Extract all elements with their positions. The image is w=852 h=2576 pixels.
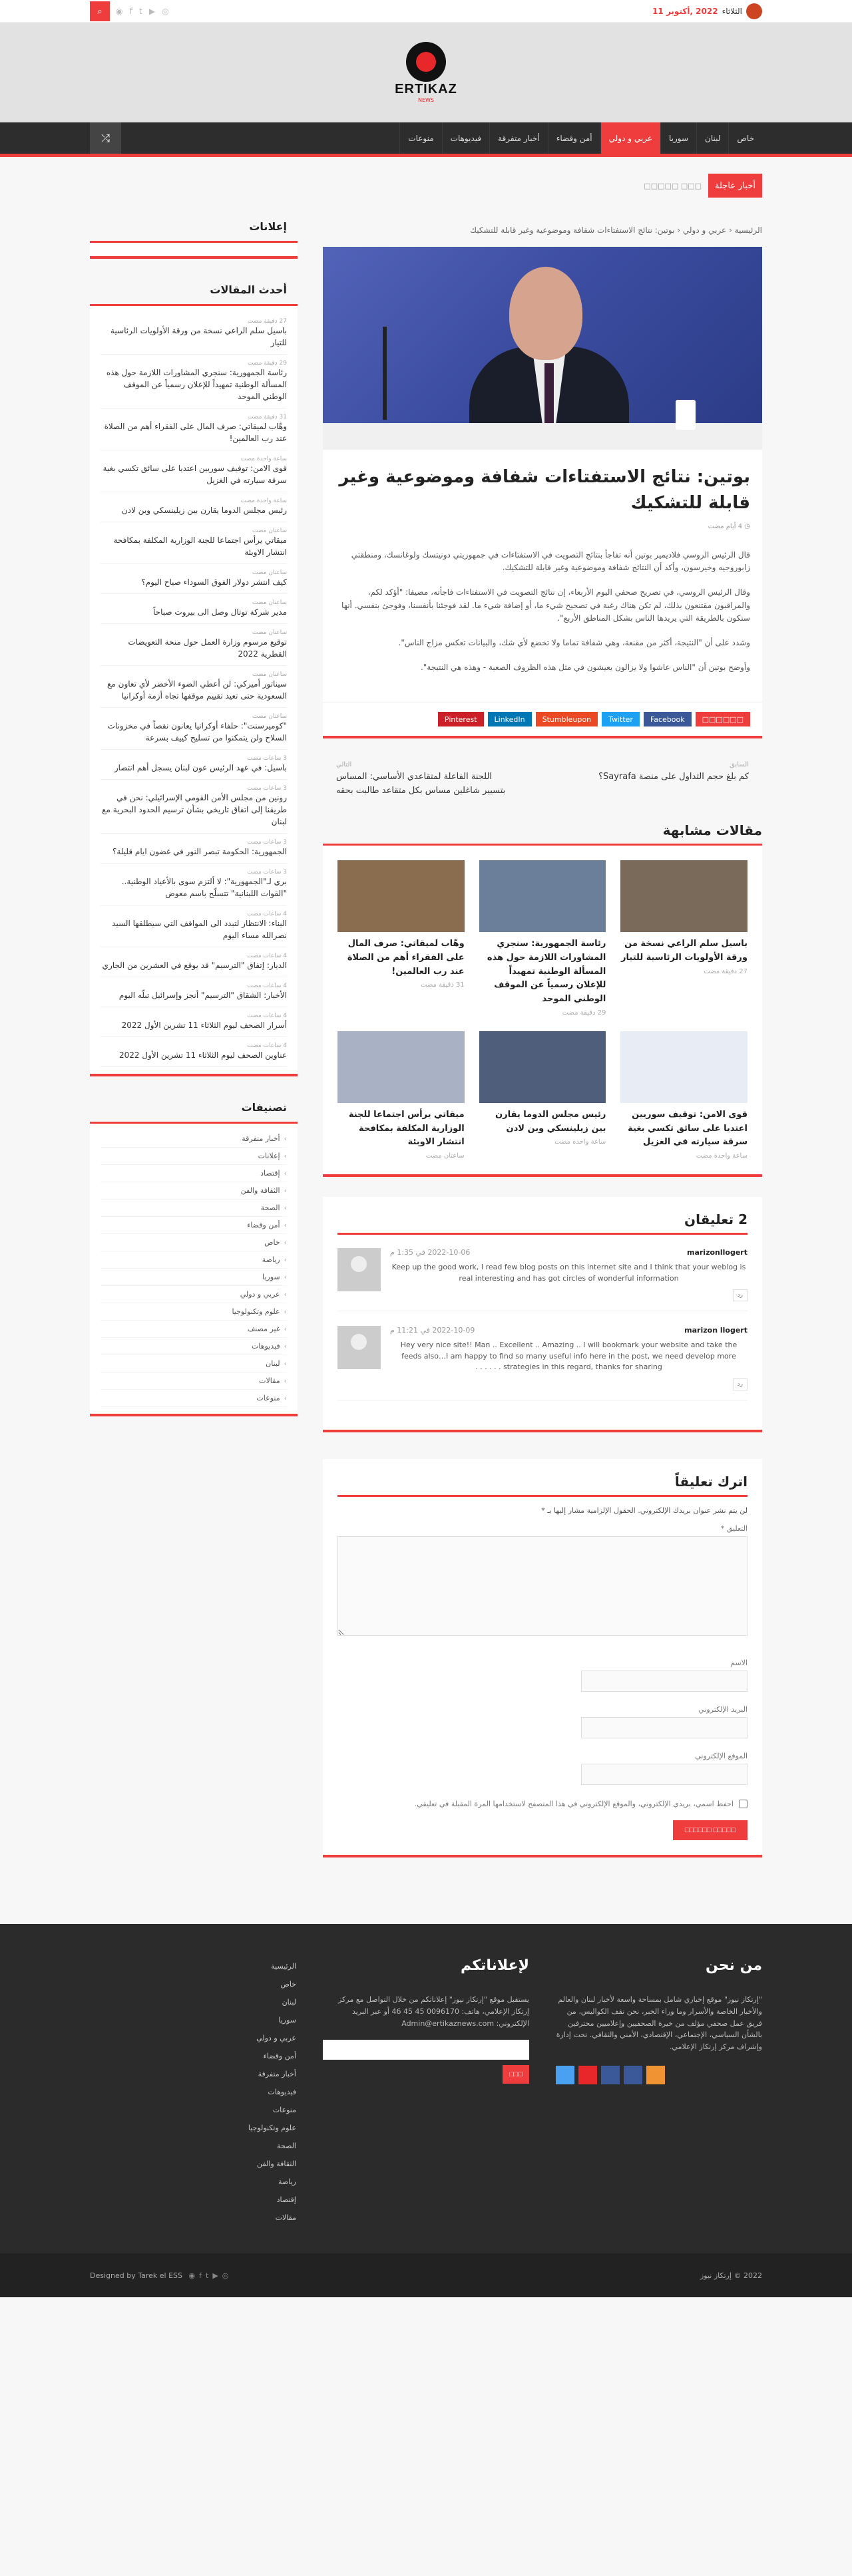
category-link[interactable]: › خاص	[101, 1234, 287, 1251]
newsletter-button[interactable]: □□□	[503, 2065, 529, 2084]
recent-title[interactable]: أسرار الصحف ليوم الثلاثاء 11 تشرين الأول 2022	[121, 1021, 287, 1030]
recent-date: ساعة واحدة مضت	[240, 456, 287, 462]
recent-title[interactable]: الديار: إتفاق "الترسيم" قد يوقع في العشرين من الجاري	[102, 961, 287, 970]
comment-date[interactable]: 2022-10-06 في 1:35 م	[390, 1248, 471, 1257]
related-date: 31 دقيقة مضت	[421, 981, 465, 989]
footer-link[interactable]: عربي و دولي	[256, 2034, 296, 2043]
recent-title[interactable]: الجمهورية: الحكومة تبصر النور في غضون ايام قليلة؟	[112, 847, 287, 856]
recent-post[interactable]	[101, 780, 287, 834]
nav-item[interactable]: لبنان	[696, 122, 728, 154]
footer-link[interactable]: الثقافة والفن	[257, 2160, 296, 2169]
article-image	[323, 247, 762, 450]
breadcrumb-home[interactable]: الرئيسية	[734, 226, 762, 235]
recent-date: ساعتان مضت	[252, 713, 287, 720]
recent-date: ساعتان مضت	[252, 569, 287, 576]
comment-author[interactable]: marizon llogert	[684, 1326, 747, 1335]
category-link[interactable]: › أمن وقضاء	[101, 1217, 287, 1234]
footer-link[interactable]: أمن وقضاء	[263, 2052, 296, 2061]
article-paragraph: وقال الرئيس الروسي، في تصريح صحفي اليوم الأربعاء، إن نتائج التصويت في الاستفتاءات فاجأته، مضيفا: "أؤكد لكم، والمراقبون مقتنعون بذلك، لم تكن هناك رغبة في تصحيح شيء ما، أو إضافة شيء ما. لقد فوجئنا بأنفسنا، وفوجئ بنفسي. أنها ستكون بالطريقة التي يريدها الناس بشكل المناطق الأربع".	[341, 587, 750, 623]
logo-sub: NEWS	[417, 97, 435, 103]
recent-post[interactable]	[101, 1037, 287, 1067]
recent-date: 3 ساعات مضت	[247, 785, 287, 792]
recent-date: 4 ساعات مضت	[247, 1043, 287, 1049]
footer-about	[556, 1957, 762, 2227]
related-title-link[interactable]: ميقاتي يرأس اجتماعا للجنة الوزارية المكلفة بمكافحة انتشار الاوبئة	[348, 1109, 465, 1148]
ticker-thumbnail	[746, 3, 762, 19]
related-thumbnail	[337, 1031, 465, 1103]
category-link[interactable]: › الصحة	[101, 1200, 287, 1217]
recent-post[interactable]	[101, 594, 287, 624]
article	[323, 247, 762, 738]
related-post[interactable]	[620, 1031, 747, 1160]
website-input[interactable]	[581, 1764, 747, 1785]
share-facebook-button[interactable]: Facebook	[644, 712, 692, 726]
nav-item[interactable]: أمن وقضاء	[548, 122, 600, 154]
related-date: 29 دقيقة مضت	[562, 1009, 606, 1017]
recent-post[interactable]	[101, 947, 287, 977]
recent-posts-widget	[90, 275, 298, 1076]
copyright: 2022 © إرتكاز نيوز	[700, 2271, 762, 2280]
footer-about-text: "إرتكاز نيوز" موقع إخباري شامل بمساحة واسعة لأخبار لبنان والعالم والأخبار الخاصة والأسرار وما وراء الخبر، نحن نقف الكواليس، من فريق عمل صحفي مؤلف من خيرة الصحفيين وإعلاميين محترفين بالشأن السياسي، الإجتماعي، الإقتصادي، الأمني والثقافي. تحت إدارة وإشراف مركز إرتكاز الإعلامي.	[556, 1995, 762, 2051]
related-thumbnail	[620, 1031, 747, 1103]
share-bar	[323, 702, 762, 736]
related-thumbnail	[620, 860, 747, 932]
footer-link[interactable]: الرئيسية	[271, 1962, 296, 1971]
recent-post[interactable]	[101, 708, 287, 750]
related-post[interactable]	[479, 1031, 606, 1160]
recent-title[interactable]: كيف انتشر دولار الفوق السوداء صباح اليوم؟	[141, 577, 287, 587]
recent-title[interactable]: بري لـ"الجمهورية": لا ألتزم سوى بالأعياد الوطنية.. "القوات اللبنانية" تتسلّح باسم معوض	[121, 877, 287, 898]
category-link[interactable]: › أخبار متفرقة	[101, 1130, 287, 1148]
article-paragraph: وأوضح بوتين أن "الناس عاشوا ولا يزالون يعيشون في مثل هذه الظروف الصعبة - وهذه هي النتيجة".	[420, 663, 750, 673]
consent-text: احفظ اسمي، بريدي الإلكتروني، والموقع الإلكتروني في هذا المتصفح لاستخدامها المرة المقبلة في تعليقي.	[414, 1799, 734, 1808]
top-bar	[0, 0, 852, 23]
youtube-icon[interactable]	[578, 2066, 597, 2084]
comments-title: 2 تعليقان	[337, 1211, 747, 1235]
rss-icon[interactable]: ◉	[188, 2271, 196, 2280]
category-link[interactable]: › إقتصاد	[101, 1165, 287, 1182]
comment-date[interactable]: 2022-10-09 في 11:21 م	[390, 1326, 475, 1335]
recent-widget-title: أحدث المقالات	[90, 275, 298, 306]
main-nav	[0, 122, 852, 157]
comment-text: Keep up the good work, I read few blog posts on this internet site and I think that your weblog is real interesting and has got circles of wonderful information	[391, 1263, 746, 1283]
related-thumbnail	[337, 860, 465, 932]
recent-title[interactable]: وهّاب لميقاتي: صرف المال على الفقراء أهم من الصلاة عند رب العالمين!	[104, 422, 287, 443]
facebook-icon[interactable]	[601, 2066, 620, 2084]
share-linkedin-button[interactable]: LinkedIn	[488, 712, 532, 726]
recent-post[interactable]	[101, 564, 287, 594]
related-date: ساعة واحدة مضت	[696, 1152, 747, 1160]
article-title: بوتين: نتائج الاستفتاءات شفافة وموضوعية وغير قابلة للتشكيك	[339, 467, 750, 513]
recent-post[interactable]	[101, 492, 287, 522]
recent-post[interactable]	[101, 1007, 287, 1037]
respond-title: اترك تعليقاً	[337, 1474, 747, 1497]
recent-post[interactable]	[101, 624, 287, 666]
related-title-link[interactable]: رئاسة الجمهورية: سنجري المشاورات اللازمة حول هذه المسألة الوطنية تمهيداً للإعلان رسمياً عن الموقف الوطني الموحد	[487, 938, 606, 1005]
rss-icon[interactable]: ◉	[116, 6, 123, 16]
recent-date: 4 ساعات مضت	[247, 911, 287, 917]
share-stumbleupon-button[interactable]: Stumbleupon	[536, 712, 598, 726]
footer-link[interactable]: علوم وتكنولوجيا	[248, 2124, 296, 2133]
comment-text: Hey very nice site!! Man .. Excellent .. Amazing .. I will bookmark your website and take the feeds also…I am happy to find so many useful info here in the post, we need develop more strategies in this regard, thanks for sharing . . . . . .	[400, 1341, 738, 1372]
reply-button[interactable]: رد	[733, 1289, 747, 1301]
related-title: مقالات مشابهة	[323, 822, 762, 846]
footer-link[interactable]: مقالات	[275, 2213, 296, 2223]
recent-title[interactable]: مدير شركة توتال وصل الى بيروت صباحاً	[153, 607, 287, 617]
footer-ads	[323, 1957, 529, 2227]
related-date: ساعتان مضت	[425, 1152, 465, 1160]
recent-date: ساعة واحدة مضت	[240, 498, 287, 504]
next-post-link[interactable]: التالي اللجنة الفاعلة لمتقاعدي الأساسي: المساس بتسيير شاغلين مساس بكل متقاعد طالبت بحقه	[336, 761, 506, 796]
recent-date: ساعتان مضت	[252, 599, 287, 606]
related-post[interactable]	[620, 860, 747, 1017]
ticker-date: 2022 ,أكتوبر 11	[652, 7, 718, 16]
category-link[interactable]: › إعلانات	[101, 1148, 287, 1165]
recent-post[interactable]	[101, 905, 287, 947]
avatar	[337, 1326, 381, 1369]
comment	[337, 1326, 747, 1400]
nav-list	[399, 122, 762, 154]
logo-name: ERTIKAZ	[395, 82, 457, 96]
recent-post[interactable]	[101, 408, 287, 450]
recent-post[interactable]	[101, 522, 287, 564]
category-link[interactable]: › غير مصنف	[101, 1321, 287, 1338]
recent-post[interactable]	[101, 450, 287, 492]
recent-date: 3 ساعات مضت	[247, 869, 287, 876]
email-label: البريد الإلكتروني	[698, 1704, 747, 1714]
nav-item[interactable]: أخبار متفرقة	[489, 122, 548, 154]
breaking-news	[90, 174, 762, 198]
site-logo[interactable]	[395, 42, 457, 103]
recent-post[interactable]	[101, 864, 287, 905]
search-icon[interactable]: ⌕	[90, 1, 110, 21]
recent-date: 4 ساعات مضت	[247, 953, 287, 959]
name-input[interactable]	[581, 1671, 747, 1692]
recent-title[interactable]: رئاسة الجمهورية: سنجري المشاورات اللازمة حول هذه المسألة الوطنية تمهيداً للإعلان رسمياً عن الموقف الوطني الموحد	[106, 368, 287, 401]
rss-icon[interactable]	[646, 2066, 665, 2084]
article-date: ◷ 4 أيام مضت	[708, 523, 750, 530]
nav-item[interactable]: خاص	[728, 122, 762, 154]
related-thumbnail	[479, 1031, 606, 1103]
related-thumbnail	[479, 860, 606, 932]
footer-link[interactable]: الصحة	[277, 2142, 296, 2151]
prev-post-link[interactable]: السابق كم بلغ حجم التداول على منصة Sayrafa؟	[598, 761, 749, 782]
shuffle-icon[interactable]: ⤮	[90, 122, 121, 154]
recent-post[interactable]	[101, 977, 287, 1007]
breadcrumb-current: بوتين: نتائج الاستفتاءات شفافة وموضوعية وغير قابلة للتشكيك	[470, 226, 675, 235]
related-post[interactable]	[479, 860, 606, 1017]
website-label: الموقع الإلكتروني	[695, 1751, 747, 1760]
breadcrumb-category[interactable]: عربي و دولي	[682, 226, 727, 235]
category-link[interactable]: › رياضة	[101, 1251, 287, 1269]
share-twitter-button[interactable]: Twitter	[602, 712, 640, 726]
submit-comment-button[interactable]: □□□□□ □□□□□□	[673, 1820, 747, 1840]
recent-date: 4 ساعات مضت	[247, 983, 287, 989]
recent-date: 29 دقيقة مضت	[247, 360, 287, 367]
sidebar	[90, 212, 298, 1897]
recent-date: ساعتان مضت	[252, 629, 287, 636]
category-link[interactable]: › مقالات	[101, 1372, 287, 1390]
comment-author[interactable]: marizonllogert	[687, 1248, 747, 1257]
related-posts	[323, 846, 762, 1177]
related-title-link[interactable]: وهّاب لميقاتي: صرف المال على الفقراء أهم من الصلاة عند رب العالمين!	[347, 938, 465, 977]
instagram-icon[interactable]: ◎	[222, 2271, 229, 2280]
recent-title[interactable]: رئيس مجلس الدوما يقارن بين زيلينسكي وبن لادن	[121, 506, 287, 515]
related-title-link[interactable]: رئيس مجلس الدوما يقارن بين زيلينسكي وبن لادن	[495, 1109, 606, 1134]
nav-item[interactable]: منوعات	[399, 122, 441, 154]
post-navigation	[323, 760, 762, 798]
consent-row	[337, 1798, 747, 1810]
recent-date: 3 ساعات مضت	[247, 755, 287, 762]
article-paragraph: قال الرئيس الروسي فلاديمير بوتين أنه تفاجأ بنتائج التصويت في الاستفتاءات في جمهوريتي دونيتسك ولوغانسك، ومنطقتي زابوروجيه وخيرسون، وأكد أن النتائج شفافة وموضوعية وغير قابلة للتشكيك.	[351, 550, 750, 573]
twitter-icon[interactable]	[556, 2066, 574, 2084]
category-link[interactable]: › لبنان	[101, 1355, 287, 1372]
related-date: 27 دقيقة مضت	[704, 967, 747, 975]
respond-note: لن يتم نشر عنوان بريدك الإلكتروني. الحقول الإلزامية مشار إليها بـ *	[541, 1506, 747, 1515]
avatar	[337, 1248, 381, 1291]
recent-post[interactable]	[101, 355, 287, 408]
twitter-icon[interactable]: t	[139, 6, 142, 16]
footer-link[interactable]: لبنان	[282, 1998, 296, 2007]
footer-link[interactable]: خاص	[280, 1980, 296, 1989]
article-paragraph: وشدد على أن "النتيجة، أكثر من مقنعة، وهي شفافة تماما ولا تخضع لأي شك، والبيانات تعكس مزاج الناس".	[398, 637, 750, 647]
footer-ads-title: لإعلاناتكم	[461, 1957, 529, 1975]
ticker-text: الثلاثاء	[722, 7, 742, 16]
category-link[interactable]: › سوريا	[101, 1269, 287, 1286]
recent-post[interactable]	[101, 834, 287, 864]
recent-title[interactable]: ميقاتي يرأس اجتماعا للجنة الوزارية المكلفة بمكافحة انتشار الاوبئة	[113, 536, 287, 557]
breaking-label: أخبار عاجلة	[708, 174, 762, 198]
recent-title[interactable]: "كوميرسنت": حلفاء أوكرانيا يعانون نقصاً في مخزونات السلاح ولن يتمكنوا من تسليح كييف بسرعة	[107, 721, 287, 742]
footer-social	[556, 2066, 762, 2084]
category-link[interactable]: › عربي و دولي	[101, 1286, 287, 1303]
youtube-icon[interactable]: ▶	[212, 2271, 218, 2280]
comment-textarea[interactable]	[337, 1536, 747, 1636]
footer-link[interactable]: سوريا	[278, 2016, 296, 2025]
site-footer	[0, 1924, 852, 2253]
recent-post[interactable]	[101, 666, 287, 708]
recent-title[interactable]: باسيل: في عهد الرئيس عون لبنان يسجل أهم انتصار	[114, 763, 287, 772]
category-link[interactable]: › منوعات	[101, 1390, 287, 1407]
share-label: □□□□□□	[696, 712, 750, 726]
facebook-icon[interactable]: f	[129, 6, 132, 16]
related-post[interactable]	[337, 860, 465, 1017]
category-link[interactable]: › علوم وتكنولوجيا	[101, 1303, 287, 1321]
related-title-link[interactable]: قوى الامن: توقيف سوريين اعتديا على سائق تكسي بغية سرقة سيارته في الغزيل	[628, 1109, 747, 1148]
nav-item[interactable]: فيديوهات	[442, 122, 489, 154]
recent-title[interactable]: رونين من مجلس الأمن القومي الإسرائيلي: نحن في طريقنا إلى اتفاق تاريخي بشأن ترسيم الحدود البحرية مع لبنان	[102, 793, 287, 826]
comments-section	[323, 1197, 762, 1432]
logo-mark	[406, 42, 446, 82]
name-label: الاسم	[730, 1658, 747, 1667]
reply-button[interactable]: رد	[733, 1378, 747, 1390]
recent-title[interactable]: توقيع مرسوم وزارة العمل حول منحة التعويضات القطرية 2022	[128, 637, 287, 659]
recent-date: ساعتان مضت	[252, 671, 287, 678]
footer-link[interactable]: أخبار متفرقة	[258, 2070, 296, 2079]
main-content	[323, 212, 762, 1897]
recent-title[interactable]: سيناتور أميركي: لن أعطي الضوء الأخضر لأي تعاون مع السعودية حتى تعيد تقييم موقفها تجاه أزمة أوكرانيا	[107, 679, 287, 701]
footer-link[interactable]: إقتصاد	[276, 2195, 296, 2205]
category-link[interactable]: › الثقافة والفن	[101, 1182, 287, 1200]
share-pinterest-button[interactable]: Pinterest	[438, 712, 484, 726]
facebook-icon[interactable]: f	[199, 2271, 202, 2280]
footer-link[interactable]: فيديوهات	[268, 2088, 296, 2097]
recent-title[interactable]: باسيل سلم الراعي نسخة من ورقة الأولويات الرئاسية للتيار	[110, 326, 287, 347]
recent-date: ساعتان مضت	[252, 528, 287, 534]
linkedin-icon[interactable]	[624, 2066, 642, 2084]
youtube-icon[interactable]: ▶	[148, 6, 156, 16]
recent-post[interactable]	[101, 313, 287, 355]
recent-date: 27 دقيقة مضت	[247, 318, 287, 325]
bottom-bar	[0, 2253, 852, 2297]
footer-links	[90, 1957, 296, 2227]
category-link[interactable]: › فيديوهات	[101, 1338, 287, 1355]
recent-date: 4 ساعات مضت	[247, 1013, 287, 1019]
recent-title[interactable]: عناوين الصحف ليوم الثلاثاء 11 تشرين الأول 2022	[119, 1050, 287, 1060]
recent-title[interactable]: قوى الامن: توقيف سوريين اعتديا على سائق تكسي بغية سرقة سيارته في الغزيل	[103, 464, 287, 485]
email-input[interactable]	[581, 1717, 747, 1738]
social-icons-top	[114, 7, 171, 17]
twitter-icon[interactable]: t	[206, 2271, 209, 2280]
comment-label: التعليق *	[720, 1524, 747, 1533]
footer-link[interactable]: رياضة	[278, 2177, 296, 2187]
top-ticker[interactable]	[652, 3, 762, 19]
related-date: ساعة واحدة مضت	[554, 1138, 606, 1146]
recent-title[interactable]: البناء: الانتظار لتبدد الى المواقف التي سيطلقها السيد نصرالله مساء اليوم	[112, 919, 287, 940]
comment	[337, 1248, 747, 1311]
nav-item[interactable]: سوريا	[660, 122, 696, 154]
breaking-text[interactable]: □□□ □□□□□	[644, 181, 702, 190]
related-title-link[interactable]: باسيل سلم الراعي نسخة من ورقة الأولويات الرئاسية للتيار	[621, 938, 747, 963]
ads-widget-title: إعلانات	[90, 212, 298, 243]
comment-form	[323, 1459, 762, 1858]
recent-date: 31 دقيقة مضت	[247, 414, 287, 420]
nav-item[interactable]: عربي و دولي	[600, 122, 660, 154]
categories-widget	[90, 1093, 298, 1416]
recent-post[interactable]	[101, 750, 287, 780]
ads-widget	[90, 212, 298, 259]
designer-credit: Designed by Tarek el ESS ◉ f t ▶ ◎	[90, 2271, 229, 2280]
footer-ads-text: يستقبل موقع "إرتكاز نيوز" إعلاناتكم من خلال التواصل مع مركز إرتكاز الإعلامي، هاتف: 0096170 45 45 46 أو عبر البريد الإلكتروني: Admin@ertikaznews.com	[337, 1995, 529, 2028]
related-post[interactable]	[337, 1031, 465, 1160]
recent-date: 3 ساعات مضت	[247, 839, 287, 846]
recent-title[interactable]: الأخبار: الشقاق "الترسيم" أنجز وإسرائيل تبلّه اليوم	[118, 991, 287, 1000]
newsletter-input[interactable]	[323, 2040, 529, 2060]
breadcrumb: الرئيسية ‹ عربي و دولي ‹ بوتين: نتائج الاستفتاءات شفافة وموضوعية وغير قابلة للتشكيك	[470, 226, 762, 235]
categories-widget-title: تصنيفات	[90, 1093, 298, 1124]
instagram-icon[interactable]: ◎	[162, 6, 169, 16]
footer-about-title: من نحن	[706, 1957, 762, 1975]
site-header	[0, 23, 852, 122]
consent-checkbox[interactable]	[739, 1798, 747, 1810]
footer-link[interactable]: منوعات	[272, 2106, 296, 2115]
